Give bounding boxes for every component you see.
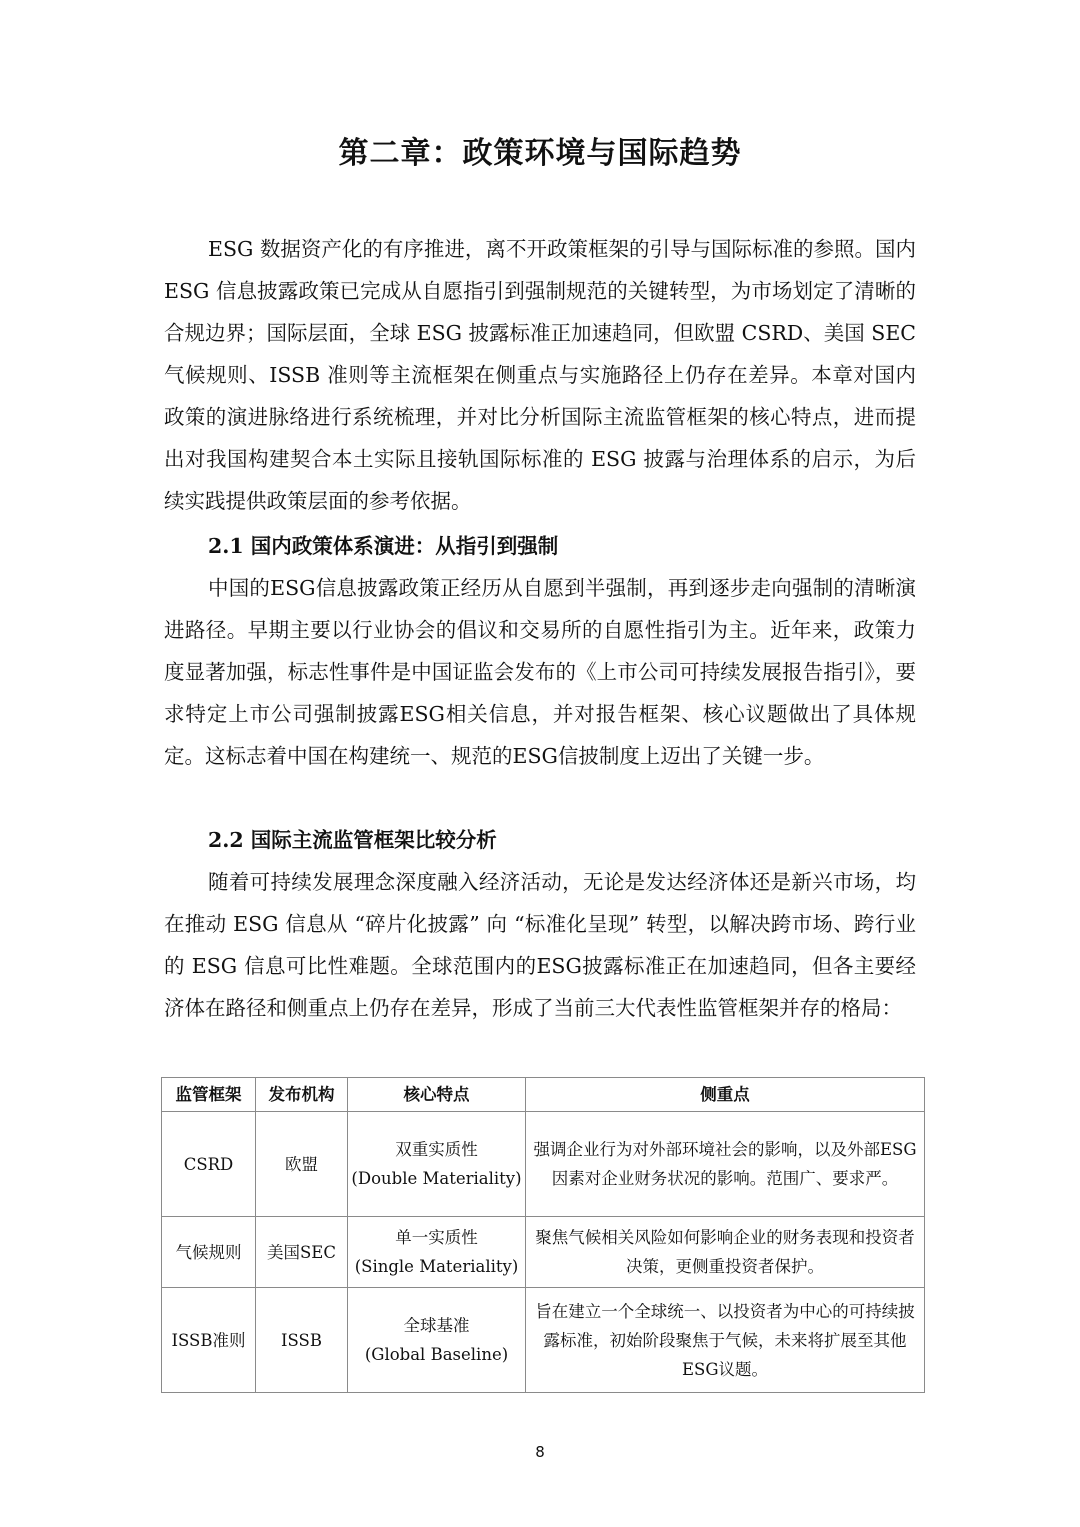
- feature-cell: [348, 1288, 526, 1393]
- section-2-2-heading: 2.2 国际主流监管框架比较分析: [208, 828, 497, 852]
- intro-section: [164, 228, 916, 522]
- table-row: [162, 1112, 925, 1217]
- feature-cell: [348, 1112, 526, 1217]
- section-2-1-heading: 2.1 国内政策体系演进：从指引到强制: [208, 534, 559, 558]
- page-title: 第二章：政策环境与国际趋势: [338, 136, 742, 171]
- feature-en: (Double Materiality): [351, 1169, 522, 1188]
- framework-cell: CSRD: [162, 1112, 256, 1217]
- page-number: 8: [535, 1443, 545, 1461]
- feature-en: (Global Baseline): [364, 1345, 509, 1364]
- framework-cell: ISSB准则: [162, 1288, 256, 1393]
- framework-cell: 气候规则: [162, 1217, 256, 1288]
- issuer-cell: ISSB: [256, 1288, 348, 1393]
- section-2-1-paragraph: 中国的ESG信息披露政策正经历从自愿到半强制，再到逐步走向强制的清晰演进路径。早期主要以行业协会的倡议和交易所的自愿性指引为主。近年来，政策力度显著加强，标志性事件是中国证监会发布的《上市公司可持续发展报告指引》，要求特定上市公司强制披露ESG相关信息，并对报告框架、核心议题做出了具体规定。这标志着中国在构建统一、规范的ESG信披制度上迈出了关键一步。: [164, 576, 916, 768]
- table-row: [162, 1217, 925, 1288]
- header-focus: 侧重点: [526, 1078, 925, 1112]
- feature-cn: 全球基准: [403, 1316, 470, 1335]
- section-2-2: [164, 819, 916, 1029]
- header-framework: 监管框架: [162, 1078, 256, 1112]
- section-2-2-paragraph: 随着可持续发展理念深度融入经济活动，无论是发达经济体还是新兴市场，均在推动 ESG 信息从 “碎片化披露” 向 “标准化呈现” 转型，以解决跨市场、跨行业的 ESG 信息可比性难题。全球范围内的ESG披露标准正在加速趋同，但各主要经济体在路径和侧重点上仍存在差异，形成了当前三大代表性监管框架并存的格局：: [164, 870, 916, 1020]
- issuer-cell: 美国SEC: [256, 1217, 348, 1288]
- header-issuer: 发布机构: [256, 1078, 348, 1112]
- feature-cn: 双重实质性: [395, 1140, 478, 1159]
- intro-paragraph: ESG 数据资产化的有序推进，离不开政策框架的引导与国际标准的参照。国内 ESG 信息披露政策已完成从自愿指引到强制规范的关键转型，为市场划定了清晰的合规边界；国际层面，全球 ESG 披露标准正加速趋同，但欧盟 CSRD、美国 SEC 气候规则、ISSB 准则等主流框架在侧重点与实施路径上仍存在差异。本章对国内政策的演进脉络进行系统梳理，并对比分析国际主流监管框架的核心特点，进而提出对我国构建契合本土实际且接轨国际标准的 ESG 披露与治理体系的启示，为后续实践提供政策层面的参考依据。: [164, 237, 916, 513]
- feature-cell: [348, 1217, 526, 1288]
- feature-en: (Single Materiality): [354, 1257, 519, 1276]
- focus-cell: 旨在建立一个全球统一、以投资者为中心的可持续披露标准，初始阶段聚焦于气候，未来将扩展至其他ESG议题。: [526, 1288, 925, 1393]
- issuer-cell: 欧盟: [256, 1112, 348, 1217]
- framework-comparison-table: [161, 1077, 925, 1393]
- focus-cell: 强调企业行为对外部环境社会的影响，以及外部ESG因素对企业财务状况的影响。范围广、要求严。: [526, 1112, 925, 1217]
- feature-cn: 单一实质性: [395, 1228, 478, 1247]
- focus-cell: 聚焦气候相关风险如何影响企业的财务表现和投资者决策，更侧重投资者保护。: [526, 1217, 925, 1288]
- table-header-row: [162, 1078, 925, 1112]
- table-row: [162, 1288, 925, 1393]
- header-core-feature: 核心特点: [348, 1078, 526, 1112]
- section-2-1: [164, 525, 916, 777]
